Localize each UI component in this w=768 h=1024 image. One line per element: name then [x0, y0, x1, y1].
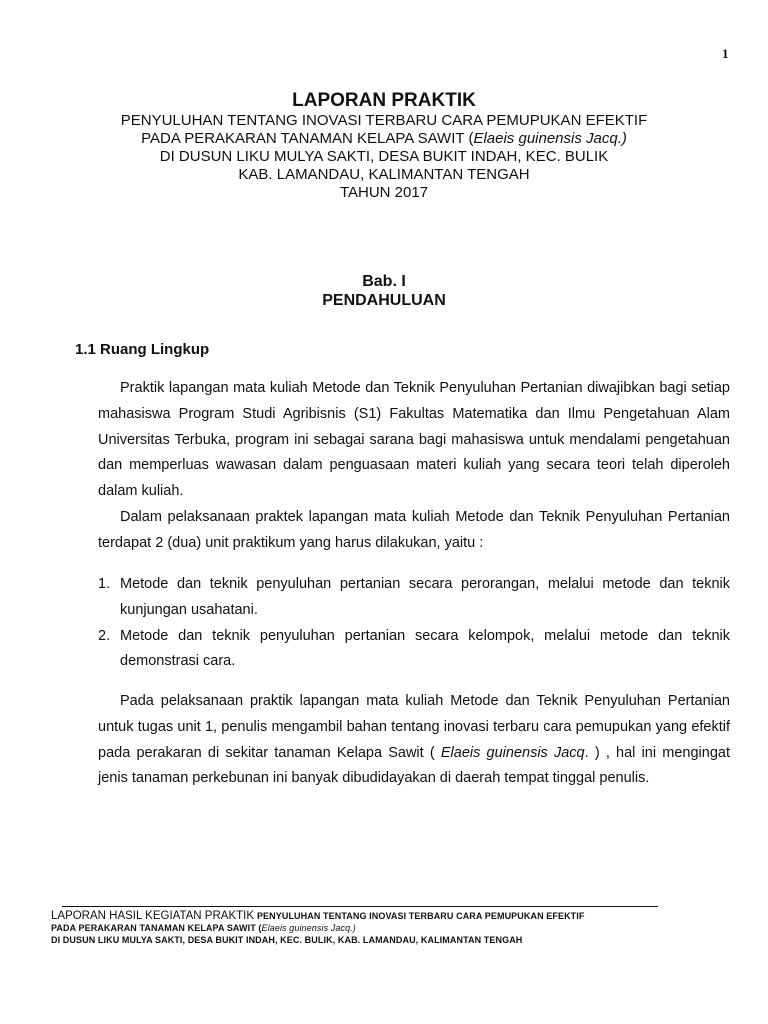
footer-line-1	[51, 910, 731, 922]
page-number: 1	[722, 46, 729, 61]
report-title: LAPORAN PRAKTIK	[292, 90, 476, 111]
report-subtitle-line-1: PENYULUHAN TENTANG INOVASI TERBARU CARA PEMUPUKAN EFEKTIF	[120, 112, 648, 129]
paragraph-2: Dalam pelaksanaan praktek lapangan mata kuliah Metode dan Teknik Penyuluhan Pertanian terdapat 2 (dua) unit praktikum yang harus dilakukan, yaitu :	[98, 509, 730, 551]
list-item-number: 1.	[98, 576, 111, 592]
footer-line-3: DI DUSUN LIKU MULYA SAKTI, DESA BUKIT INDAH, KEC. BULIK, KAB. LAMANDAU, KALIMANTAN TENGAH	[51, 935, 523, 945]
footer-scientific-name: Elaeis guinensis Jacq.)	[261, 923, 356, 933]
scientific-name: Elaeis guinensis Jacq.)	[473, 130, 627, 147]
chapter-heading	[0, 272, 768, 310]
practicum-unit-list	[98, 572, 730, 675]
report-year: TAHUN 2017	[339, 184, 429, 201]
paragraph-3	[98, 689, 730, 792]
footer-line-1-rest: PENYULUHAN TENTANG INOVASI TERBARU CARA PEMUPUKAN EFEKTIF	[256, 911, 585, 921]
scientific-name-inline: Elaeis guinensis Jacq	[440, 744, 585, 761]
chapter-title: PENDAHULUAN	[322, 292, 446, 309]
paragraph-1: Praktik lapangan mata kuliah Metode dan Teknik Penyuluhan Pertanian diwajibkan bagi setiap mahasiswa Program Studi Agribisnis (S1) Fakultas Matematika dan Ilmu Pengetahuan Alam Universitas Terbuka, program ini sebagai sarana bagi mahasiswa untuk mendalami pengetahuan dan memperluas wawasan dalam penguasaan materi kuliah yang secara teori telah diperoleh dalam kuliah.	[98, 380, 730, 500]
footer-line-2	[51, 922, 731, 934]
list-item-text: Metode dan teknik penyuluhan pertanian secara kelompok, melalui metode dan teknik demonstrasi cara.	[120, 627, 730, 670]
list-item-text: Metode dan teknik penyuluhan pertanian secara perorangan, melalui metode dan teknik kunjungan usahatani.	[120, 576, 730, 618]
report-title-block	[0, 90, 768, 202]
report-subtitle-line-3: DI DUSUN LIKU MULYA SAKTI, DESA BUKIT INDAH, KEC. BULIK	[159, 148, 609, 165]
footer-lead: LAPORAN HASIL KEGIATAN PRAKTIK	[51, 910, 255, 922]
footer-line-2-text: PADA PERAKARAN TANAMAN KELAPA SAWIT (	[51, 923, 262, 933]
footer-divider	[62, 906, 658, 907]
section-heading: 1.1 Ruang Lingkup	[75, 341, 210, 358]
subtitle-line-2-text: PADA PERAKARAN TANAMAN KELAPA SAWIT (	[141, 130, 474, 147]
paragraph-3-text-b: . ) , hal ini mengingat jenis tanaman perkebunan ini banyak dibudidayakan di daerah tempat tinggal penulis.	[98, 744, 730, 787]
report-subtitle-line-2	[0, 130, 768, 148]
paragraph-3-text-a: Pada pelaksanaan praktik lapangan mata kuliah Metode dan Teknik Penyuluhan Pertanian untuk tugas unit 1, penulis mengambil bahan tentang inovasi terbaru cara pemupukan yang efektif pada perakaran di sekitar tanaman Kelapa Sawit (	[98, 693, 730, 761]
list-item	[98, 624, 730, 676]
list-item	[98, 572, 730, 624]
chapter-label: Bab. I	[362, 273, 406, 290]
report-subtitle-line-4: KAB. LAMANDAU, KALIMANTAN TENGAH	[238, 166, 530, 183]
page-footer	[51, 910, 731, 946]
list-item-number: 2.	[98, 627, 111, 644]
